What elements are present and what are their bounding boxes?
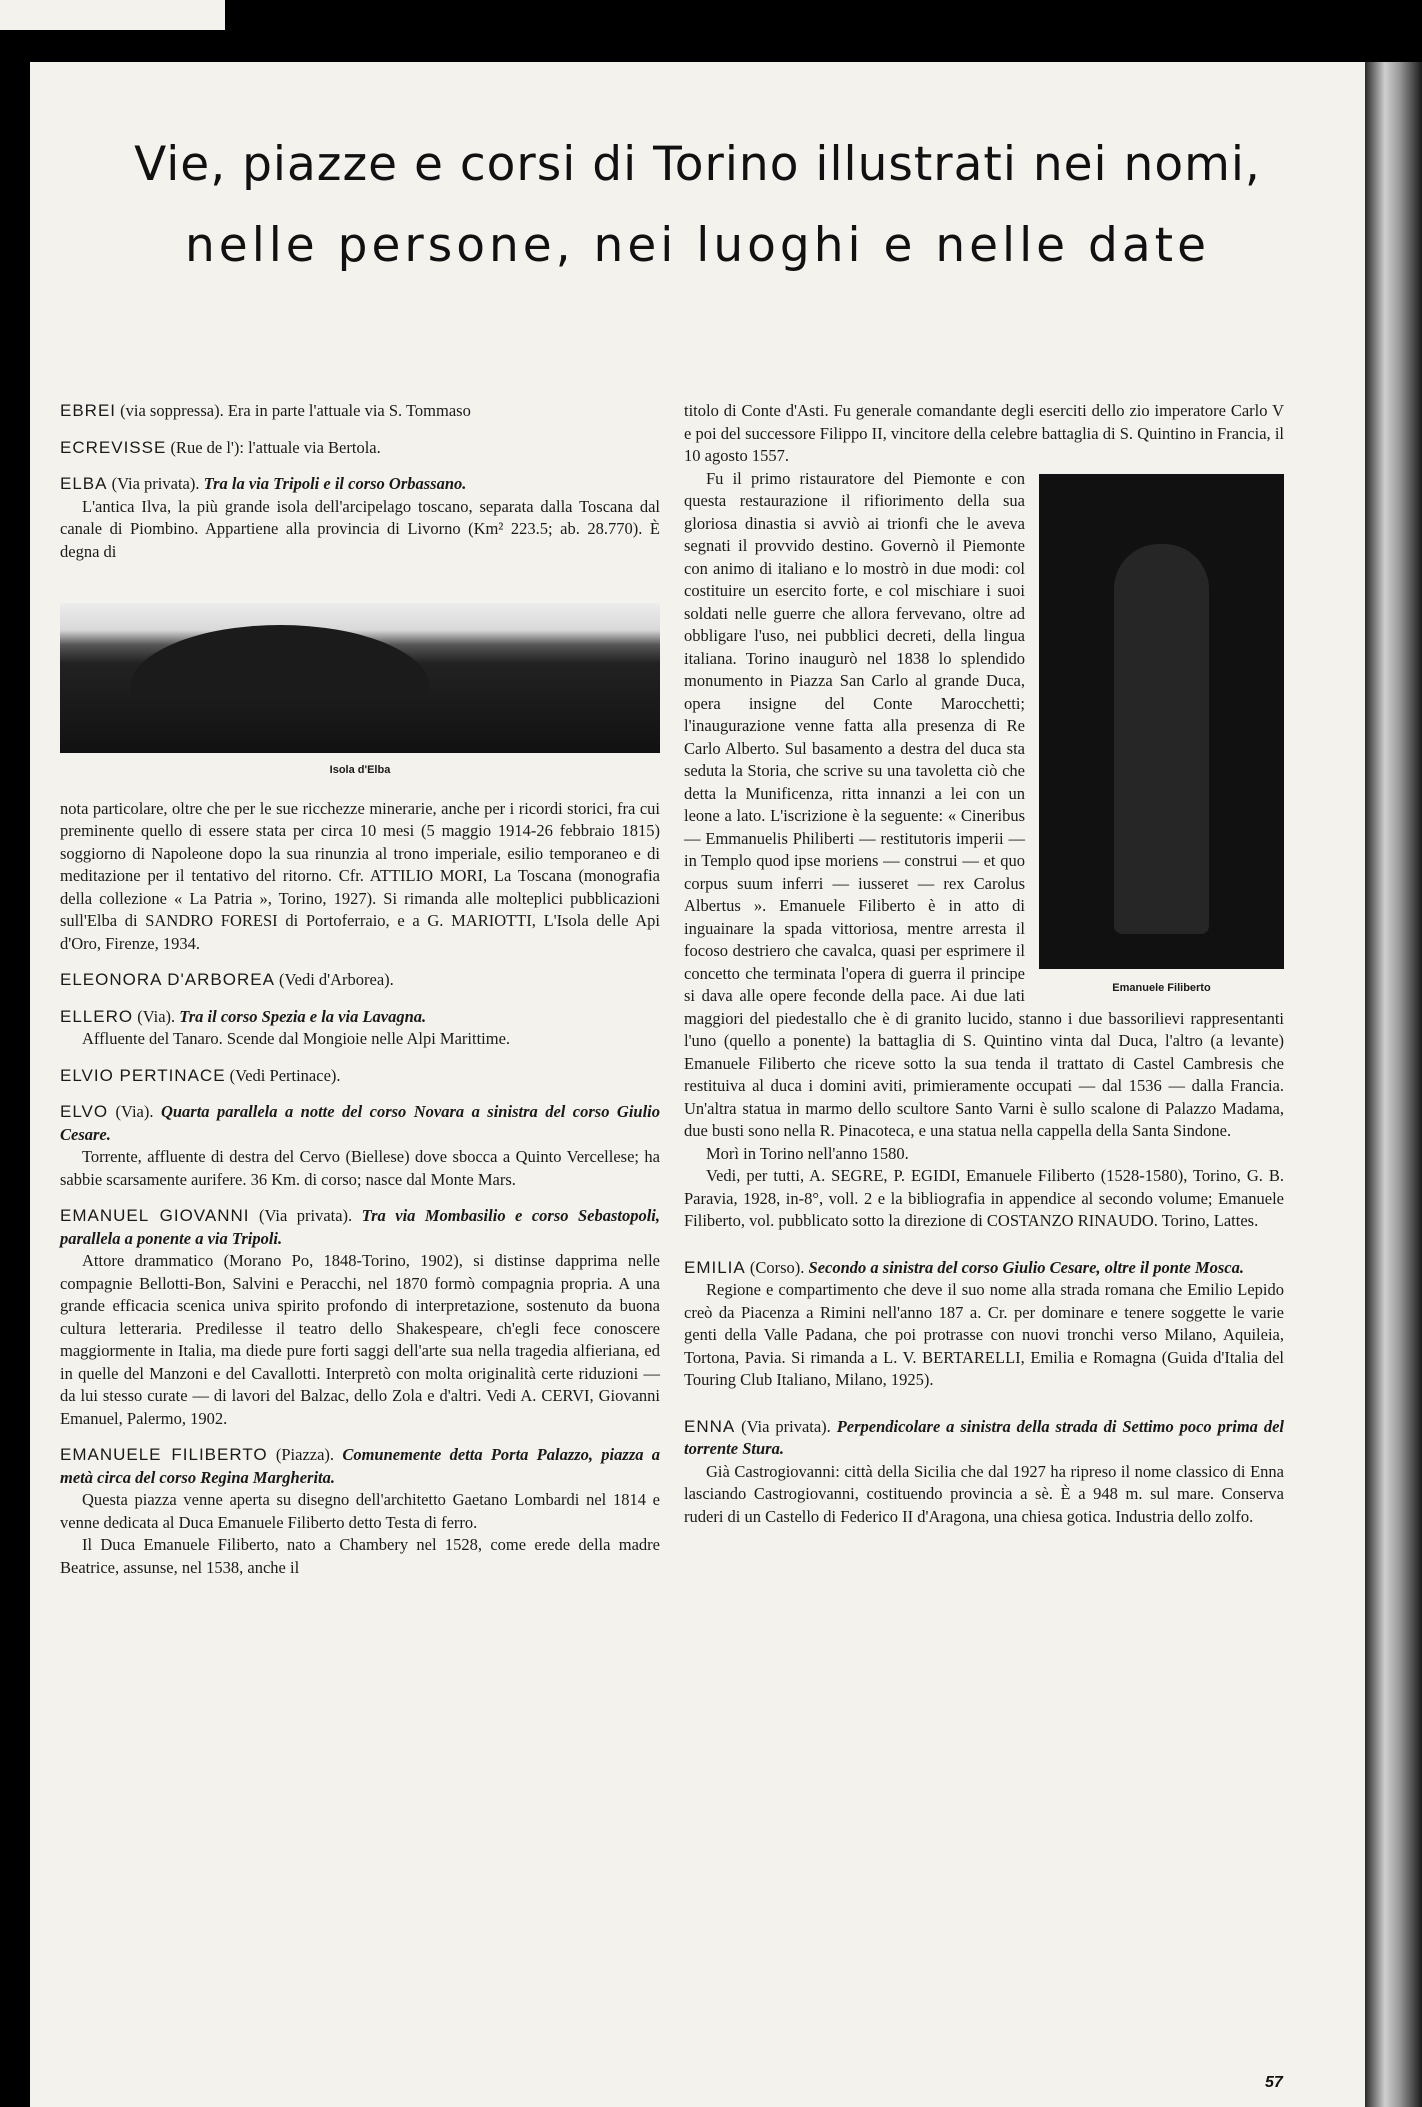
- entry-location: Comunemente detta Porta Palazzo, piazza a metà circa del corso Regina Margherita.: [60, 1445, 660, 1487]
- entry-location: Perpendicolare a sinistra della strada di Settimo poco prima del torrente Stura.: [684, 1416, 1284, 1458]
- entry-note: (via soppressa). Era in parte l'attuale via S. Tommaso: [116, 401, 471, 420]
- entry-text: nota particolare, oltre che per le sue ricchezze minerarie, anche per i ricordi storici, fra cui preminente quello di essere stata per circa 10 mesi (5 maggio 1914-26 febbraio 1815) soggiorno di Napoleone dopo la sua rinunzia al trono imperiale, esilio temporaneo e di meditazione per il tentativo del ritorno. Cfr. ATTILIO MORI, La Toscana (monografia della collezione « La Patria », Torino, 1927). Si rimanda alle molteplici pubblicazioni sull'Elba di SANDRO FORESI di Portoferraio, e a G. MARIOTTI, L'Isola delle Api d'Oro, Firenze, 1934.: [60, 798, 660, 953]
- entry-headword: EMILIA: [684, 1257, 746, 1277]
- entry-text: titolo di Conte d'Asti. Fu generale comandante degli eserciti dello zio imperatore Carlo V e poi del successore Filippo II, vincitore della celebre battaglia di S. Quintino in Francia, il 10 agosto 1557.: [684, 401, 1284, 465]
- entry-elba: [60, 473, 660, 955]
- entry-text: Regione e compartimento che deve il suo nome alla strada romana che Emilio Lepido creò da Piacenza a Rimini nell'anno 187 a. Cr. per dominare e tenere soggette le varie genti della Valle Padana, che poi protrasse con nuovi tronchi verso Milano, Aquileia, Tortona, Pavia. Si rimanda a L. V. BERTARELLI, Emilia e Romagna (Guida d'Italia del Touring Club Italiano, Milano, 1925).: [684, 1280, 1284, 1389]
- elba-photo-caption: Isola d'Elba: [329, 764, 391, 776]
- entry-note: (Vedi d'Arborea).: [274, 970, 394, 989]
- elba-photo: [60, 603, 660, 753]
- entry-headword: ELBA: [60, 474, 108, 493]
- entry-text: Questa piazza venne aperta su disegno dell'architetto Gaetano Lombardi nel 1814 e venne dedicata al Duca Emanuele Filiberto detto Testa di ferro.: [60, 1490, 660, 1532]
- page-paper: [30, 62, 1365, 2107]
- entry-note: (Via).: [133, 1006, 180, 1026]
- entry-note: (Via privata).: [249, 1206, 362, 1225]
- entry-note: (Rue de l'): l'attuale via Bertola.: [166, 437, 381, 457]
- entry-headword: ENNA: [684, 1416, 736, 1436]
- scan-edge-right: [1365, 62, 1422, 2107]
- page-title-line-2: nelle persone, nei luoghi e nelle date: [184, 218, 1210, 273]
- entry-ellero: [60, 1006, 660, 1051]
- elba-photo-island-silhouette: [130, 625, 430, 695]
- entry-location: Secondo a sinistra del corso Giulio Cesare, oltre il ponte Mosca.: [808, 1257, 1244, 1277]
- entry-text: Vedi, per tutti, A. SEGRE, P. EGIDI, Emanuele Filiberto (1528-1580), Torino, G. B. Paravia, 1928, in-8°, voll. 2 e la bibliografia in appendice al secondo volume; Emanuele Filiberto, vol. pubblicato sotto la direzione di COSTANZO RINAUDO. Torino, Lattes.: [684, 1166, 1284, 1230]
- entry-ecrevisse: [60, 437, 660, 460]
- entry-note: (Piazza).: [267, 1445, 343, 1464]
- entry-emilia: [684, 1257, 1284, 1392]
- entry-location: Tra via Mombasilio e corso Sebastopoli, parallela a ponente a via Tripoli.: [60, 1206, 661, 1248]
- page-title-line-1: Vie, piazze e corsi di Torino illustrati nei nomi,: [134, 137, 1261, 192]
- left-column: [60, 400, 660, 1593]
- entry-text: Attore drammatico (Morano Po, 1848-Torino, 1902), si distinse dapprima nelle compagnie Bellotti-Bon, Salvini e Peracchi, nel 1870 formò compagnia propria. A una grande efficacia scenica univa spirito profondo di interpretazione, sostenuto da buona cultura letteraria. Predilesse il teatro dello Shakespeare, ch'egli fece conoscere maggiormente in Italia, ma diede pure forti saggi dell'arte sua nella tragedia alfieriana, ed in quelle del Manzoni e del Cavallotti. Interpretò con molta originalità certe riduzioni — da lui stesso curate — di lavori del Balzac, dello Zola e d'altri. Vedi A. CERVI, Giovanni Emanuel, Palermo, 1902.: [60, 1251, 660, 1428]
- entry-headword: EBREI: [60, 401, 117, 420]
- entry-text: Morì in Torino nell'anno 1580.: [706, 1143, 909, 1163]
- portrait-figure-silhouette: [1114, 544, 1209, 934]
- entry-elvio: [60, 1065, 660, 1088]
- entry-note: (Via privata).: [735, 1416, 837, 1436]
- entry-text: Fu il primo ristauratore del Piemonte e con questa restaurazione il rifiorimento della sua gloriosa dinastia si avviò ai trionfi che le aveva segnati il provvido destino. Governò il Piemonte con animo di italiano e lo mostrò in due modi: col costituire un esercito forte, e col mischiare i suoi soldati nelle guerre che allora fervevano, oltre ad obbligare l'uso, nei pubblici decreti, della lingua italiana. Torino inaugurò nel 1838 lo splendido monumento in Piazza San Carlo al grande Duca, opera insigne del Conte Marocchetti; l'inaugurazione venne fatta alla presenza di Re Carlo Alberto. Sul basamento a destra del duca sta seduta la Storia, che scrive su una tavoletta ciò che detta la Munificenza, ritta innanzi a lei con un leone a lato. L'iscrizione è la seguente: « Cineribus — Emmanuelis Philiberti — restitutoris imperii — in Templo quod ipse moriens — construi — et quo corpus suum inferri — iusseret — rex Carolus Albertus ». Emanuele Filiberto è in atto di inguainare la spada vittoriosa, mentre arresta il focoso destriero che cavalca, quasi per esprimere il concetto che terminata l'opera di guerra il principe si dava alle opere feconde della pace. Ai due lati maggiori del piedestallo che è di granito lucido, stanno i due bassorilievi rappresentanti l'uno (quello a ponente) la battaglia di S. Quintino vinta dal Duca, l'altro (a levante) Emanuele Filiberto che riceve sotto la sua tenda il trattato di Castel Cambresis che restituiva al duca i domini aviti, primieramente occupati — dal 1536 — dalla Francia. Un'altra statua in marmo dello scultore Santo Varni è sullo scalone di Palazzo Madama, due busti sono nella R. Pinacoteca, e una statua nella cappella della Santa Sindone.: [684, 468, 1284, 1140]
- entry-note: (Vedi Pertinace).: [225, 1065, 341, 1085]
- entry-text: Affluente del Tanaro. Scende dal Mongioie nelle Alpi Marittime.: [82, 1029, 511, 1048]
- entry-location: Tra il corso Spezia e la via Lavagna.: [179, 1006, 427, 1026]
- entry-note: (Via).: [108, 1102, 161, 1121]
- entry-location: Quarta parallela a notte del corso Novara a sinistra del corso Giulio Cesare.: [60, 1102, 661, 1144]
- entry-text: L'antica Ilva, la più grande isola dell'arcipelago toscano, separata dalla Toscana dal canale di Piombino. Appartiene alla provincia di Livorno (Km² 223.5; ab. 28.770). È degna di: [60, 496, 660, 561]
- entry-text: Torrente, affluente di destra del Cervo (Biellese) dove sbocca a Quinto Vercellese; ha sabbie scarsamente aurifere. 36 Km. di corso; nasce dal Monte Mars.: [60, 1147, 660, 1189]
- right-column: [684, 400, 1284, 1542]
- entry-emanuele-filiberto: [60, 1444, 660, 1579]
- entry-headword: ELVO: [60, 1102, 109, 1121]
- entry-headword: ELVIO PERTINACE: [60, 1065, 226, 1085]
- entry-headword: ELEONORA D'ARBOREA: [60, 970, 275, 989]
- emanuele-filiberto-figure: [1039, 474, 1284, 1000]
- entry-headword: ECREVISSE: [60, 437, 167, 457]
- entry-text: Il Duca Emanuele Filiberto, nato a Chambery nel 1528, come erede della madre Beatrice, assunse, nel 1538, anche il: [60, 1535, 660, 1577]
- entry-emanuel-giovanni: [60, 1205, 660, 1430]
- entry-note: (Corso).: [745, 1257, 809, 1277]
- entry-location: Tra la via Tripoli e il corso Orbassano.: [203, 474, 467, 493]
- emanuele-filiberto-photo: [1039, 474, 1284, 969]
- entry-headword: EMANUEL GIOVANNI: [60, 1206, 250, 1225]
- page-number: 57: [1265, 2074, 1283, 2091]
- entry-enna: [684, 1416, 1284, 1529]
- emanuele-filiberto-caption: Emanuele Filiberto: [1112, 981, 1211, 994]
- entry-emanuele-filiberto-continued: [684, 400, 1284, 1233]
- scan-margin-top: [0, 0, 225, 30]
- entry-eleonora: [60, 969, 660, 992]
- entry-ebrei: [60, 400, 660, 423]
- entry-text: Già Castrogiovanni: città della Sicilia che dal 1927 ha ripreso il nome classico di Enna lasciando Castrogiovanni, costituendo provincia a sè. È a 948 m. sul mare. Conserva ruderi di un Castello di Federico II d'Aragona, una chiesa gotica. Industria dello zolfo.: [684, 1461, 1284, 1526]
- entry-elvo: [60, 1101, 660, 1191]
- entry-note: (Via privata).: [107, 474, 204, 493]
- entry-headword: EMANUELE FILIBERTO: [60, 1445, 268, 1464]
- entry-headword: ELLERO: [60, 1006, 134, 1026]
